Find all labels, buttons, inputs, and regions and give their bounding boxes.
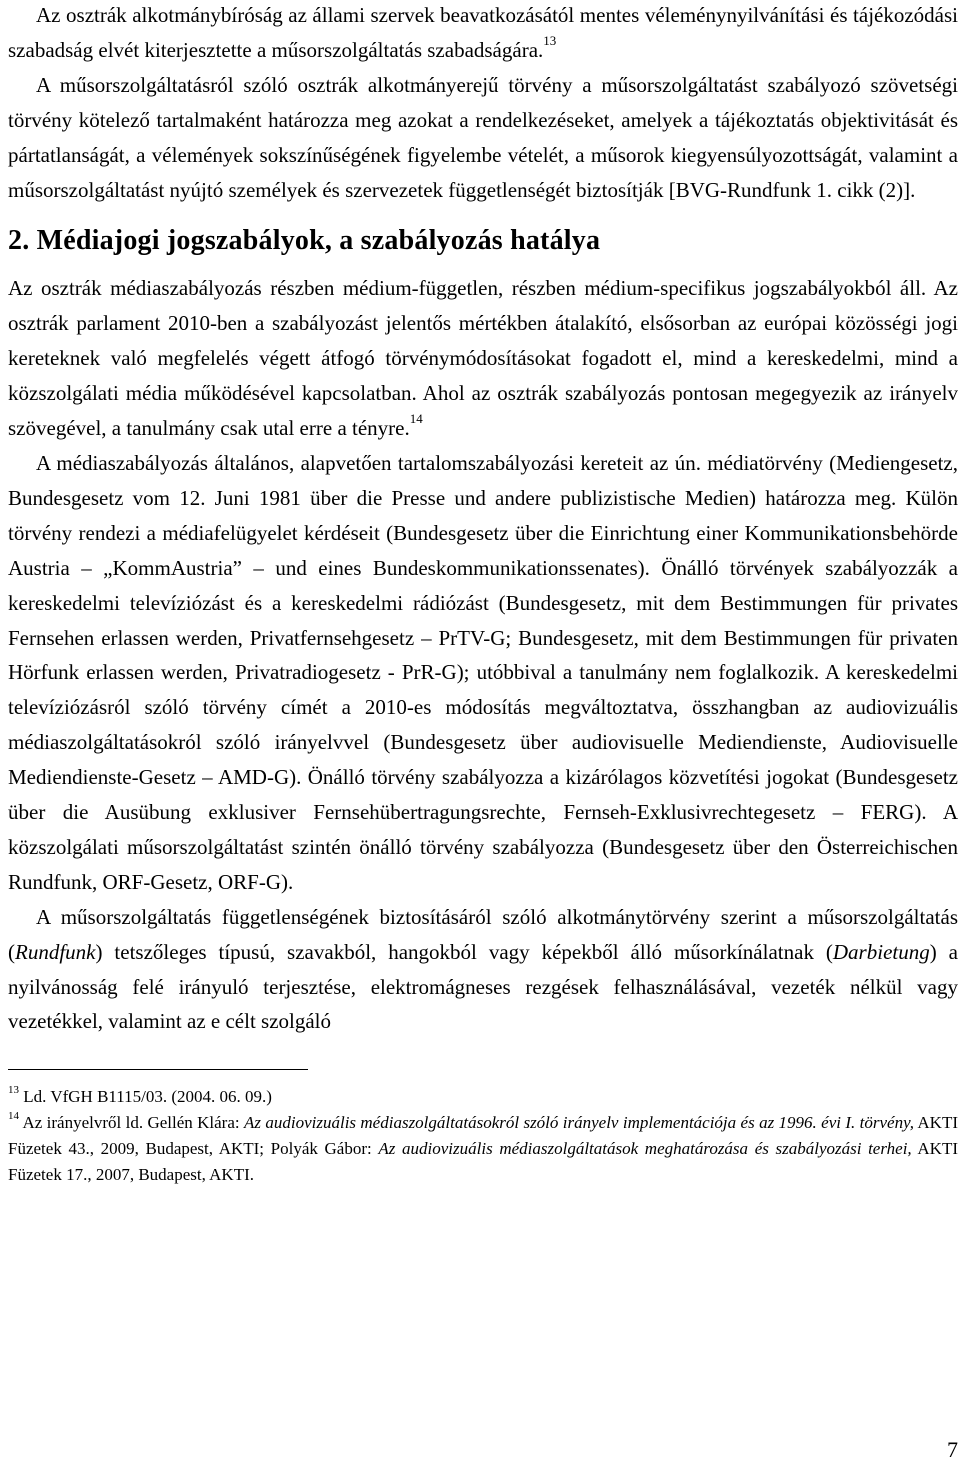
paragraph-5-text-a: A műsorszolgáltatás függetlenségének biztosításáról szóló alkotmánytörvény szerint a műsorszolgáltatás ( — [8, 904, 958, 964]
paragraph-5-text-c: ) tetszőleges típusú, szavakból, hangokból vagy képekből álló műsorkínálatnak ( — [95, 939, 833, 964]
paragraph-5-text-e: ) a nyilvánosság felé irányuló terjesztése, elektromágneses rezgések felhasználásával, vezeték nélkül vagy vezetékkel, valamint az e célt szolgáló — [8, 939, 958, 1034]
footnote-separator — [8, 1069, 308, 1070]
section-heading-text: 2. Médiajogi jogszabályok, a szabályozás hatálya — [8, 225, 601, 257]
footnote-14-text-c: AKTI Füzetek 43., 2009, Budapest, AKTI; Polyák Gábor: — [8, 1113, 958, 1159]
footnote-ref-13[interactable]: 13 — [543, 32, 557, 48]
paragraph-5 — [8, 900, 958, 1040]
footnote-14 — [8, 1110, 958, 1188]
paragraph-2: A műsorszolgáltatásról szóló osztrák alkotmányerejű törvény a műsorszolgáltatást szabályozó szövetségi törvény kötelező tartalmaként határozza meg azokat a rendelkezéseket, amelyek a tájékoztatás objektivitását és pártatlanságát, a vélemények sokszínűségének figyelembe vételét, a műsorok kiegyensúlyozottságát, valamint a műsorszolgáltatást nyújtó személyek és szervezetek függetlenségét biztosítják [BVG-Rundfunk 1. cikk (2)]. — [8, 72, 958, 202]
paragraph-3 — [8, 271, 958, 446]
footnote-14-number: 14 — [8, 1109, 19, 1122]
section-heading — [8, 224, 958, 258]
paragraph-1-text: Az osztrák alkotmánybíróság az állami szervek beavatkozásától mentes véleménynyilvánítási és tájékozódási szabadság elvét kiterjesztette a műsorszolgáltatás szabadságára. — [8, 3, 958, 62]
footnote-14-italic-title-2: Az audiovizuális médiaszolgáltatások meghatározása és szabályozási terhei, — [378, 1139, 912, 1159]
paragraph-3-text: Az osztrák médiaszabályozás részben médium-független, részben médium-specifikus jogszabályokból áll. Az osztrák parlament 2010-ben a szabályozást jelentős mértékben átalakító, elsősorban az európai közösségi jogi kereteknek való megfelelés végett átfogó törvénymódosításokat fogadott el, mind a kereskedelmi, mind a közszolgálati média működésével kapcsolatban. Ahol az osztrák szabályozás pontosan megegyezik az irányelv szövegével, a tanulmány csak utal erre a tényre. — [8, 276, 958, 441]
document-page — [8, 0, 958, 1188]
footnote-14-text-a: Az irányelvről ld. Gellén Klára: — [22, 1113, 244, 1133]
paragraph-5-italic-darbietung: Darbietung — [832, 939, 930, 964]
footnote-13 — [8, 1084, 958, 1110]
footnote-14-italic-title-1: Az audiovizuális médiaszolgáltatásokról szóló irányelv implementációja és az 1996. évi I. törvény, — [243, 1113, 914, 1133]
footnote-13-number: 13 — [8, 1083, 19, 1096]
footnote-ref-14[interactable]: 14 — [409, 411, 423, 427]
paragraph-4: A médiaszabályozás általános, alapvetően tartalomszabályozási kereteit az ún. médiatörvény (Mediengesetz, Bundesgesetz vom 12. Juni 1981 über die Presse und andere publizistische Medien) határozza meg. Külön törvény rendezi a médiafelügyelet kérdéseit (Bundesgesetz über die Einrichtung einer Kommunikationsbehörde Austria – „KommAustria” – und eines Bundeskommunikationssenates). Önálló törvények szabályozzák a kereskedelmi televíziózást és a kereskedelmi rádiózást (Bundesgesetz, mit dem Bestimmungen für privates Fernsehen erlassen werden, Privatfernsehgesetz – PrTV-G; Bundesgesetz, mit dem Bestimmungen für privaten Hörfunk erlassen werden, Privatradiogesetz - PrR-G); utóbbival a tanulmány nem foglalkozik. A kereskedelmi televíziózásról szóló törvény címét a 2010-es módosítás megváltoztatva, összhangban az audiovizuális médiaszolgáltatásokról szóló irányelvvel (Bundesgesetz über audiovisuelle Mediendienste, Audiovisuelle Mediendienste-Gesetz – AMD-G). Önálló törvény szabályozza a kizárólagos közvetítési jogokat (Bundesgesetz über die Ausübung exklusiver Fernsehübertragungsrechte, Fernseh-Exklusivrechtegesetz – FERG). A közszolgálati műsorszolgáltatást szintén önálló törvény szabályozza (Bundesgesetz über den Österreichischen Rundfunk, ORF-Gesetz, ORF-G). — [8, 450, 958, 894]
paragraph-1 — [8, 0, 958, 68]
footnote-14-text-e: AKTI Füzetek 17., 2007, Budapest, AKTI. — [8, 1139, 958, 1185]
footnote-13-text: Ld. VfGH B1115/03. (2004. 06. 09.) — [23, 1087, 272, 1107]
paragraph-5-italic-rundfunk: Rundfunk — [15, 939, 96, 964]
page-number: 7 — [947, 1437, 958, 1462]
